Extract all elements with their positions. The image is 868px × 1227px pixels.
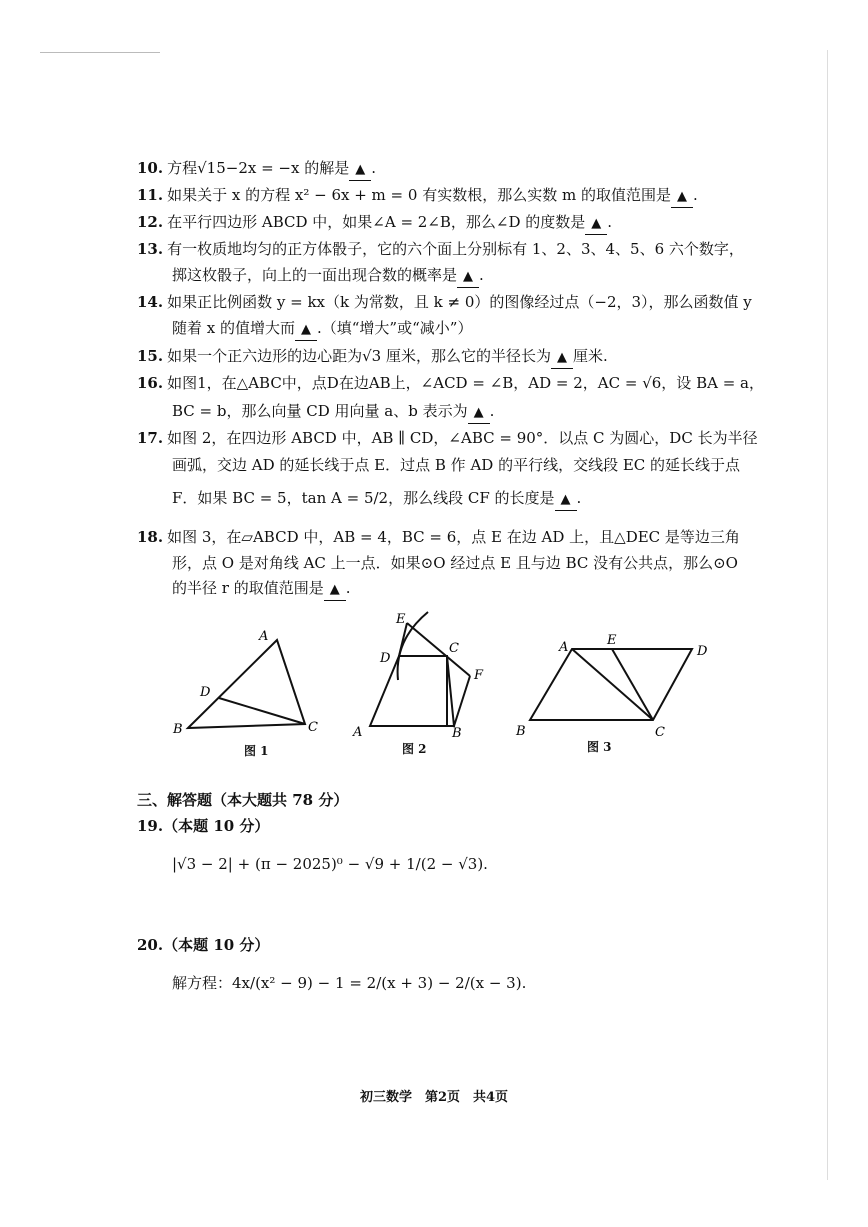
fig3-label-b: B xyxy=(516,724,526,739)
question-15: 15. 如果一个正六边形的边心距为√3 厘米，那么它的半径长为 ▲ 厘米. xyxy=(137,346,737,369)
fig1-label-b: B xyxy=(173,722,183,737)
answer-blank: ▲ xyxy=(585,214,607,235)
question-18-line3: 的半径 r 的取值范围是 ▲ . xyxy=(172,578,351,601)
section-3-heading: 三、解答题（本大题共 78 分） xyxy=(137,791,349,809)
answer-blank: ▲ xyxy=(295,320,317,341)
segment-ec xyxy=(612,649,653,720)
question-20-label: 解方程： xyxy=(172,974,233,992)
diagonal-ac xyxy=(572,649,653,720)
question-19-expression: |√3 − 2| + (π − 2025)⁰ − √9 + 1/(2 − √3). xyxy=(172,855,488,873)
line-ef xyxy=(407,623,470,676)
question-18-line2: 形，点 O 是对角线 AC 上一点．如果⊙O 经过点 E 且与边 BC 没有公共点，那么⊙O xyxy=(172,554,738,572)
page-footer: 初三数学 第2页 共4页 xyxy=(359,1090,509,1105)
question-16-line2: BC = b，那么向量 CD 用向量 a、b 表示为 ▲ . xyxy=(172,401,494,424)
fig3-label-e: E xyxy=(607,633,617,648)
question-17: 17. 如图 2，在四边形 ABCD 中，AB ∥ CD，∠ABC = 90°．以点 C 为圆心，DC 长为半径 xyxy=(137,429,758,447)
answer-blank: ▲ xyxy=(551,348,573,369)
scan-mark xyxy=(40,52,160,53)
question-18: 18. 如图 3，在▱ABCD 中，AB = 4，BC = 6，点 E 在边 AD 上，且△DEC 是等边三角 xyxy=(137,528,740,546)
quad-abcd xyxy=(370,656,454,726)
question-14: 14. 如果正比例函数 y = kx（k 为常数，且 k ≠ 0）的图像经过点（−2，3），那么函数值 y xyxy=(137,293,752,311)
fig1-label-a: A xyxy=(259,629,269,644)
fig2-label-c: C xyxy=(449,641,459,656)
fig2-label-a: A xyxy=(353,725,363,740)
question-16: 16. 如图1，在△ABC中，点D在边AB上，∠ACD = ∠B，AD = 2，AC = √6，设 BA = a， xyxy=(137,374,764,392)
fig3-label-d: D xyxy=(697,644,708,659)
question-14-line2: 随着 x 的值增大而 ▲ .（填“增大”或“减小”） xyxy=(172,318,472,341)
fig2-label-e: E xyxy=(396,612,406,627)
answer-blank: ▲ xyxy=(555,490,577,511)
fig2-label-d: D xyxy=(380,651,391,666)
fig1-label-d: D xyxy=(200,685,211,700)
question-11: 11. 如果关于 x 的方程 x² − 6x + m = 0 有实数根，那么实数 m 的取值范围是 ▲ . xyxy=(137,185,737,208)
figure-3 xyxy=(530,649,692,720)
figure-3-caption: 图 3 xyxy=(587,740,612,754)
question-12: 12. 在平行四边形 ABCD 中，如果∠A = 2∠B，那么∠D 的度数是 ▲ . xyxy=(137,212,737,235)
figure-2 xyxy=(370,612,470,726)
figure-1-caption: 图 1 xyxy=(244,744,269,758)
line-bf xyxy=(454,676,470,726)
question-13: 13. 有一枚质地均匀的正方体骰子，它的六个面上分别标有 1、2、3、4、5、6 六个数字， xyxy=(137,240,744,258)
question-19-header: 19.（本题 10 分） xyxy=(137,817,270,835)
fig3-label-a: A xyxy=(559,640,569,655)
triangle-abc xyxy=(188,640,305,728)
question-17-line3: F．如果 BC = 5，tan A = 5/2，那么线段 CF 的长度是 ▲ . xyxy=(172,488,581,511)
segment-cd xyxy=(219,698,305,724)
question-20-equation: 4x/(x² − 9) − 1 = 2/(x + 3) − 2/(x − 3). xyxy=(232,974,527,992)
question-10: 10. 方程√15−2x = −x 的解是 ▲ . xyxy=(137,158,737,181)
answer-blank: ▲ xyxy=(349,160,371,181)
question-17-line2: 画弧，交边 AD 的延长线于点 E．过点 B 作 AD 的平行线，交线段 EC 的延长线于点 xyxy=(172,456,741,474)
question-20-expression xyxy=(172,972,526,993)
answer-blank: ▲ xyxy=(324,580,346,601)
fig3-label-c: C xyxy=(655,725,665,740)
answer-blank: ▲ xyxy=(671,187,693,208)
answer-blank: ▲ xyxy=(468,403,490,424)
figure-2-caption: 图 2 xyxy=(402,742,427,756)
fig2-label-f: F xyxy=(474,668,484,683)
answer-blank: ▲ xyxy=(457,267,479,288)
question-20-header: 20.（本题 10 分） xyxy=(137,936,270,954)
figure-1 xyxy=(188,640,305,728)
figures xyxy=(0,600,868,760)
fig1-label-c: C xyxy=(308,720,318,735)
fig2-label-b: B xyxy=(452,726,462,741)
question-13-line2: 掷这枚骰子，向上的一面出现合数的概率是 ▲ . xyxy=(172,265,484,288)
